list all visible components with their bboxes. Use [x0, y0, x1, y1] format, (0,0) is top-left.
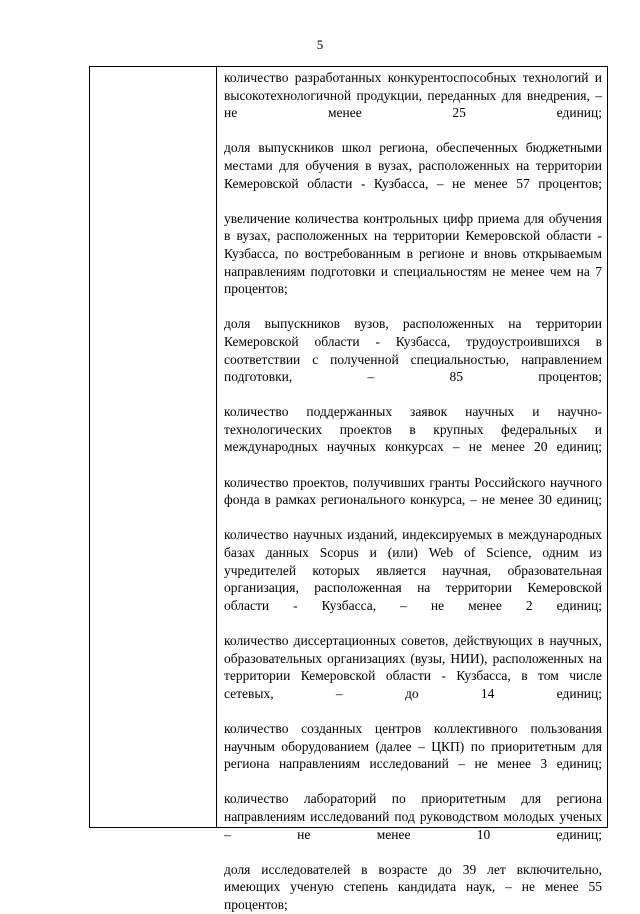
paragraph-3: увеличение количества контрольных цифр приема для обучения в вузах, расположенных на территории Кемеровской области - Кузбасса, по востребованным в регионе и вновь открываемым направлениям подготовки и специальностям не менее чем на 7 процентов; — [224, 210, 602, 297]
paragraph-6: количество проектов, получивших гранты Российского научного фонда в рамках регионального конкурса, – не менее 30 единиц; — [224, 474, 602, 508]
paragraph-9: количество созданных центров коллективного пользования научным оборудованием (далее – ЦКП) по приоритетным для региона направлениям исследований – не менее 3 единиц; — [224, 720, 602, 772]
paragraph-8: количество диссертационных советов, действующих в научных, образовательных организациях (вузы, НИИ), расположенных на территории Кемеровской области - Кузбасса, в том числе сетевых, – до 14 единиц; — [224, 633, 602, 701]
paragraph-1: количество разработанных конкурентоспособных технологий и высокотехнологичной продукции, переданных для внедрения, – не менее 25 единиц; — [224, 70, 602, 121]
paragraph-7: количество научных изданий, индексируемых в международных базах данных Scopus и (или) Web of Science, одним из учредителей которых является научная, образовательная организация, расположенная на территории Кемеровской области - Кузбасса, – не менее 2 единиц; — [224, 527, 602, 613]
paragraph-11: доля исследователей в возрасте до 39 лет включительно, имеющих ученую степень кандидата наук, – не менее 55 процентов; — [224, 861, 602, 912]
paragraph-10: количество лабораторий по приоритетным для региона направлениям исследований под руководством молодых ученых – не менее 10 единиц; — [224, 791, 602, 842]
page-number: 5 — [316, 37, 324, 52]
table-frame — [89, 66, 608, 912]
text-cell — [224, 69, 602, 914]
column-divider — [216, 67, 217, 827]
paragraph-2: доля выпускников школ региона, обеспеченных бюджетными местами для обучения в вузах, расположенных на территории Кемеровской области - Кузбасса, – не менее 57 процентов; — [224, 140, 602, 191]
paragraph-5: количество поддержанных заявок научных и научно-технологических проектов в крупных федеральных и международных научных конкурсах – не менее 20 единиц; — [224, 404, 602, 455]
paragraph-4: доля выпускников вузов, расположенных на территории Кемеровской области - Кузбасса, трудоустроившихся в соответствии с полученной специальностью, направлением подготовки, – 85 процентов; — [224, 316, 602, 385]
